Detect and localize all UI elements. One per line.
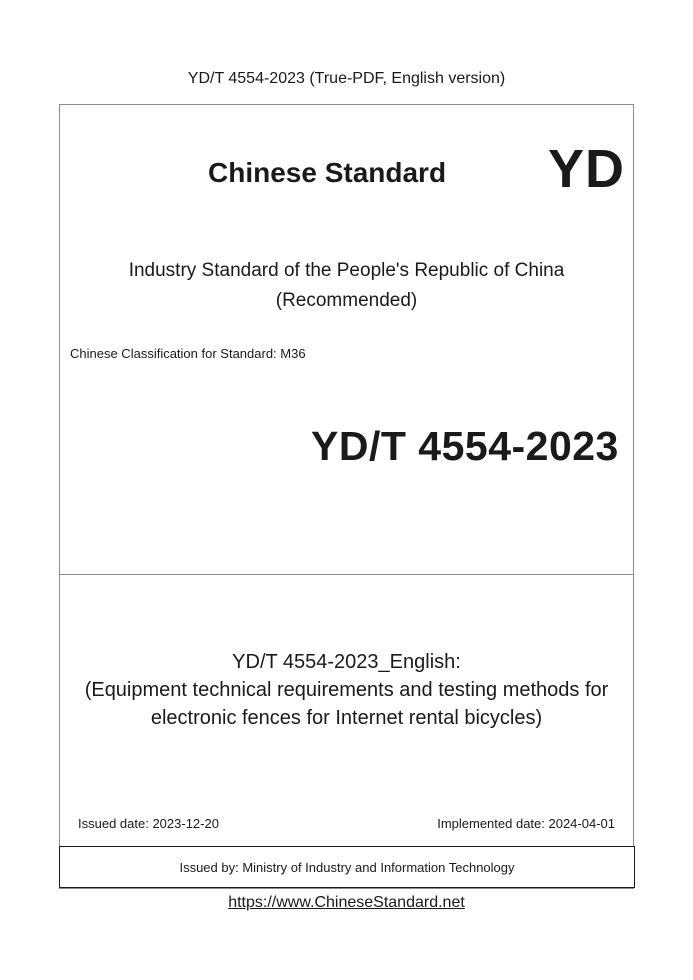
implemented-date: Implemented date: 2024-04-01: [437, 816, 615, 831]
cover-frame: [59, 104, 634, 889]
cover-divider: [60, 574, 633, 575]
issued-date: Issued date: 2023-12-20: [78, 816, 219, 831]
issuer-box: [59, 846, 635, 888]
industry-standard-heading: [0, 256, 693, 316]
website-link[interactable]: https://www.ChineseStandard.net: [228, 894, 465, 911]
industry-line-1: Industry Standard of the People's Republic of China: [128, 260, 565, 281]
english-title-line-2: (Equipment technical requirements and testing methods for: [84, 679, 609, 701]
document-header-title: YD/T 4554-2023 (True-PDF, English version): [187, 70, 506, 87]
english-title-block: [0, 648, 693, 732]
standard-number: YD/T 4554-2023: [311, 423, 619, 469]
standard-label: Chinese Standard: [208, 157, 447, 188]
english-title-line-1: YD/T 4554-2023_English:: [232, 651, 461, 673]
classification-text: Chinese Classification for Standard: M36: [70, 346, 306, 361]
english-title-line-3: electronic fences for Internet rental bicycles): [150, 707, 543, 729]
issuer-text: Issued by: Ministry of Industry and Information Technology: [179, 859, 515, 875]
standard-code-logo: YD: [548, 139, 626, 199]
industry-line-2: (Recommended): [275, 290, 418, 311]
